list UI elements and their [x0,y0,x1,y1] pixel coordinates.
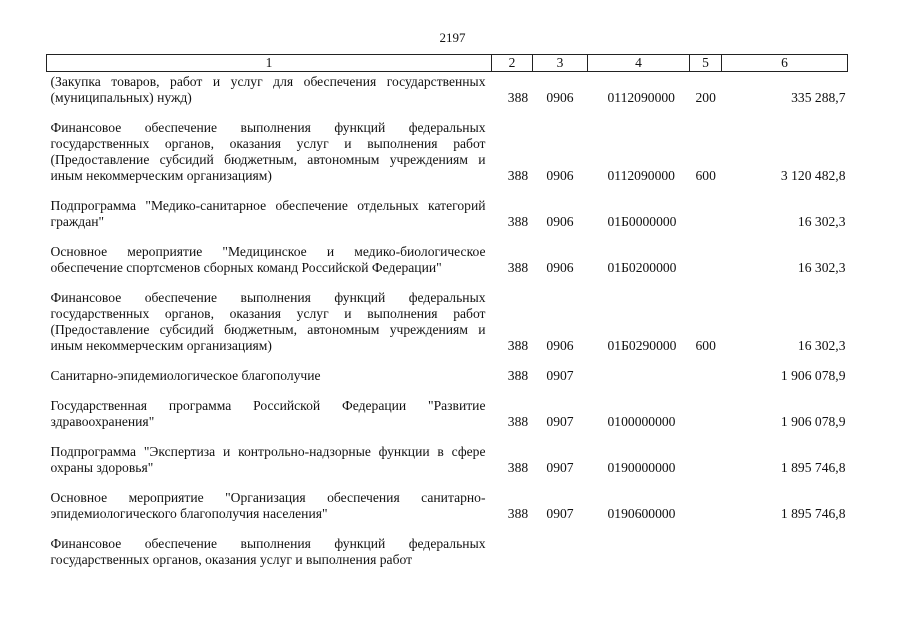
table-row [47,244,848,276]
row-target-code: 0112090000 [607,168,675,183]
row-expense-type [690,244,722,276]
row-admin-code: 388 [507,90,529,105]
table-row [47,198,848,230]
row-description: Подпрограмма "Экспертиза и контрольно-надзорные функции в сфере охраны здоровья" [50,444,486,475]
row-amount: 16 302,3 [797,214,846,229]
row-admin-code: 388 [507,214,529,229]
table-body [47,72,848,569]
header-row [47,55,848,72]
row-amount: 16 302,3 [797,338,846,353]
row-admin-code: 388 [507,260,529,275]
row-spacer-cell [47,230,848,244]
row-section-code: 0906 [546,214,574,229]
row-description: Государственная программа Российской Федерации "Развитие здравоохранения" [50,398,486,429]
row-amount: 3 120 482,8 [780,168,846,183]
row-target-code [588,536,690,568]
row-section-code: 0907 [546,368,574,383]
row-description: Финансовое обеспечение выполнения функций федеральных государственных органов, оказания услуг и выполнения работ [50,536,486,567]
row-spacer-cell [47,276,848,290]
row-section-code: 0907 [546,460,574,475]
table-row [47,290,848,354]
row-description: Основное мероприятие "Медицинское и медико-биологическое обеспечение спортсменов сборных команд Российской Федерации" [50,244,486,275]
row-description: Санитарно-эпидемиологическое благополучие [50,368,321,383]
row-amount: 1 906 078,9 [780,368,846,383]
row-spacer [47,106,848,120]
row-expense-type: 200 [695,90,716,105]
row-description: Финансовое обеспечение выполнения функций федеральных государственных органов, оказания услуг и выполнения работ (Предоставление субсидий бюджетным, автономным учреждениям и иным некоммерческим организациям) [50,290,486,353]
row-spacer-cell [47,106,848,120]
row-admin-code: 388 [507,414,529,429]
row-description: Финансовое обеспечение выполнения функций федеральных государственных органов, оказания услуг и выполнения работ (Предоставление субсидий бюджетным, автономным учреждениям и иным некоммерческим организациям) [50,120,486,183]
column-header-1: 1 [47,55,492,72]
row-section-code: 0907 [546,414,574,429]
table-row [47,368,848,384]
row-spacer-cell [47,430,848,444]
table-row [47,490,848,522]
table-row [47,398,848,430]
budget-table [46,54,848,568]
row-target-code: 01Б0200000 [607,260,677,275]
column-header-4: 4 [588,55,690,72]
column-header-5: 5 [690,55,722,72]
row-target-code: 01Б0290000 [607,338,677,353]
row-spacer-cell [47,384,848,398]
row-admin-code: 388 [507,460,529,475]
row-expense-type [690,198,722,230]
row-spacer [47,476,848,490]
table-row [47,536,848,568]
row-admin-code [492,536,533,568]
row-amount: 16 302,3 [797,260,846,275]
row-section-code [533,536,588,568]
row-admin-code: 388 [507,338,529,353]
page-number: 2197 [439,30,466,45]
row-target-code: 0100000000 [607,414,676,429]
row-expense-type [690,536,722,568]
row-description: Подпрограмма "Медико-санитарное обеспечение отдельных категорий граждан" [50,198,486,229]
row-section-code: 0907 [546,506,574,521]
column-header-6: 6 [722,55,848,72]
row-expense-type: 600 [695,338,716,353]
row-target-code: 0190600000 [607,506,676,521]
row-section-code: 0906 [546,168,574,183]
row-target-code: 0112090000 [607,90,675,105]
table-row [47,74,848,106]
row-spacer [47,354,848,368]
row-admin-code: 388 [507,368,529,383]
row-target-code: 0190000000 [607,460,676,475]
table-row [47,444,848,476]
row-description: Основное мероприятие "Организация обеспечения санитарно-эпидемиологического благополучия населения" [50,490,486,521]
row-amount: 335 288,7 [791,90,846,105]
row-expense-type [690,398,722,430]
row-target-code: 01Б0000000 [607,214,677,229]
row-section-code: 0906 [546,260,574,275]
row-spacer-cell [47,354,848,368]
row-amount [722,536,848,568]
table-row [47,120,848,184]
row-expense-type: 600 [695,168,716,183]
row-spacer [47,276,848,290]
row-spacer [47,384,848,398]
row-expense-type [690,490,722,522]
row-spacer [47,430,848,444]
row-spacer-cell [47,522,848,536]
row-expense-type [690,444,722,476]
row-amount: 1 895 746,8 [780,506,846,521]
row-spacer-cell [47,184,848,198]
row-admin-code: 388 [507,168,529,183]
row-spacer-cell [47,476,848,490]
row-amount: 1 906 078,9 [780,414,846,429]
row-spacer [47,184,848,198]
row-target-code [588,368,690,384]
column-header-2: 2 [492,55,533,72]
row-spacer [47,230,848,244]
row-spacer [47,522,848,536]
row-amount: 1 895 746,8 [780,460,846,475]
row-section-code: 0906 [546,90,574,105]
row-expense-type [690,368,722,384]
row-description: (Закупка товаров, работ и услуг для обеспечения государственных (муниципальных) нужд) [50,74,486,105]
row-section-code: 0906 [546,338,574,353]
row-admin-code: 388 [507,506,529,521]
column-header-3: 3 [533,55,588,72]
